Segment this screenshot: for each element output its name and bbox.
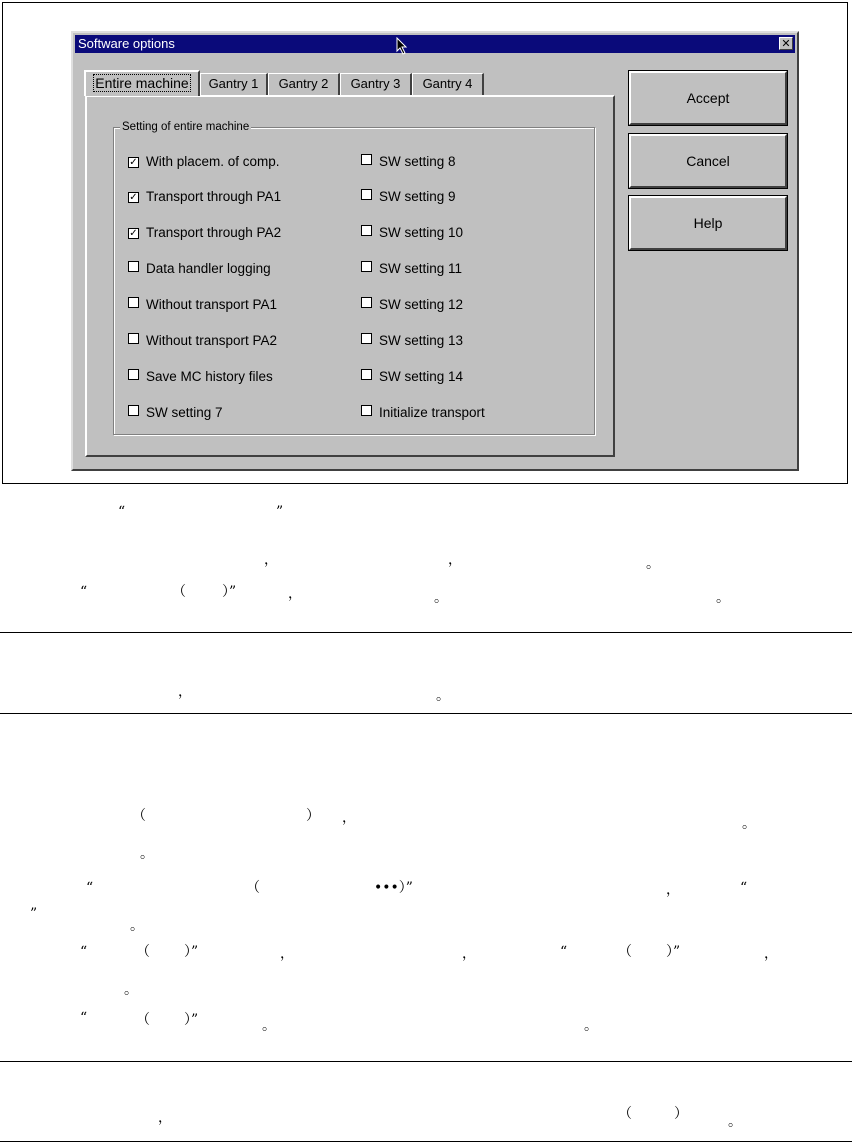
rule-line	[0, 1141, 852, 1142]
close-paren-quote: ）”	[222, 584, 237, 600]
option-data-handler-logging[interactable]	[128, 261, 271, 277]
period: 。	[584, 1018, 598, 1034]
option-label: SW setting 13	[379, 333, 464, 348]
tab-entire-machine[interactable]	[84, 70, 200, 96]
accept-button[interactable]: Accept	[629, 71, 787, 125]
open-paren: （	[136, 944, 150, 960]
comma: ，	[764, 946, 778, 962]
tab-gantry-4[interactable]	[412, 73, 484, 95]
option-transport-pa1[interactable]	[128, 189, 281, 205]
checkbox-icon[interactable]	[361, 333, 372, 344]
close-quote: ”	[30, 906, 38, 922]
open-paren: （	[132, 808, 146, 824]
option-sw-setting-14[interactable]	[361, 369, 463, 385]
title-bar	[75, 35, 795, 53]
checkbox-icon[interactable]	[128, 297, 139, 308]
period: 。	[436, 688, 450, 704]
checkbox-icon[interactable]	[128, 261, 139, 272]
comma: ，	[264, 552, 278, 568]
close-quote: ”	[276, 504, 284, 520]
open-paren: （	[172, 584, 186, 600]
period: 。	[130, 918, 144, 934]
checkbox-icon[interactable]	[128, 333, 139, 344]
option-label: SW setting 10	[379, 225, 464, 240]
comma: ，	[342, 810, 356, 826]
close-paren-quote: ）”	[666, 944, 681, 960]
checkbox-icon[interactable]: ✓	[129, 228, 138, 239]
period: 。	[262, 1018, 276, 1034]
rule-line	[0, 632, 852, 633]
option-without-transport-pa2[interactable]	[128, 333, 277, 349]
open-quote: “	[560, 944, 568, 960]
open-quote: “	[86, 880, 94, 896]
option-sw-setting-13[interactable]	[361, 333, 463, 349]
close-button[interactable]	[779, 37, 793, 50]
option-transport-pa2[interactable]	[128, 225, 281, 241]
checkbox-icon[interactable]	[361, 189, 372, 200]
checkbox-icon[interactable]	[361, 225, 372, 236]
tab-label: Gantry 3	[350, 76, 401, 91]
tab-label: Gantry 4	[422, 76, 473, 91]
period: 。	[716, 590, 730, 606]
close-icon: ✕	[781, 38, 791, 50]
option-label: Transport through PA1	[146, 189, 282, 204]
open-quote: “	[80, 1010, 88, 1026]
close-paren-quote: ）”	[184, 944, 199, 960]
option-sw-setting-10[interactable]	[361, 225, 463, 241]
open-quote: “	[80, 944, 88, 960]
period: 。	[140, 846, 154, 862]
period: 。	[646, 556, 660, 572]
open-paren: （	[618, 944, 632, 960]
option-label: SW setting 11	[379, 261, 463, 276]
option-initialize-transport[interactable]	[361, 405, 485, 421]
checkbox-icon[interactable]	[361, 261, 372, 272]
checkbox-icon[interactable]	[361, 297, 372, 308]
comma: ，	[288, 586, 302, 602]
option-label: With placem. of comp.	[146, 154, 280, 169]
open-paren: （	[136, 1012, 150, 1028]
option-with-placement[interactable]	[128, 154, 280, 170]
period: 。	[728, 1114, 742, 1130]
settings-groupbox	[113, 121, 595, 435]
checkbox-icon[interactable]: ✓	[129, 192, 138, 203]
checkbox-icon[interactable]	[361, 405, 372, 416]
close-paren: ）	[306, 808, 320, 824]
tab-gantry-3[interactable]	[340, 73, 412, 95]
ellipsis-paren-quote: •••）”	[374, 880, 413, 896]
checkbox-icon[interactable]	[128, 405, 139, 416]
option-label: SW setting 9	[379, 189, 456, 204]
figure-frame	[2, 2, 848, 484]
rule-line	[0, 1061, 852, 1062]
open-paren: （	[618, 1106, 632, 1122]
tab-label: Gantry 2	[278, 76, 329, 91]
option-sw-setting-9[interactable]	[361, 189, 456, 205]
rule-line	[0, 713, 852, 714]
tab-label: Entire machine	[95, 75, 189, 91]
period: 。	[124, 982, 138, 998]
tab-gantry-1[interactable]	[200, 73, 268, 95]
open-quote: “	[740, 880, 748, 896]
option-sw-setting-7[interactable]	[128, 405, 223, 421]
option-without-transport-pa1[interactable]	[128, 297, 277, 313]
option-label: SW setting 14	[379, 369, 464, 384]
option-label: Without transport PA2	[146, 333, 278, 348]
option-save-mc-history[interactable]	[128, 369, 273, 385]
close-paren-quote: ）”	[184, 1012, 199, 1028]
tab-gantry-2[interactable]	[268, 73, 340, 95]
close-paren: ）	[674, 1106, 688, 1122]
comma: ，	[178, 684, 192, 700]
checkbox-icon[interactable]	[128, 369, 139, 380]
option-label: Without transport PA1	[146, 297, 278, 312]
open-paren: （	[246, 880, 260, 896]
checkbox-icon[interactable]: ✓	[129, 157, 138, 168]
comma: ，	[158, 1110, 172, 1126]
mouse-cursor-icon	[396, 37, 408, 55]
tab-panel-entire-machine	[85, 95, 615, 457]
period: 。	[434, 590, 448, 606]
option-sw-setting-11[interactable]	[361, 261, 462, 277]
checkbox-icon[interactable]	[361, 154, 372, 165]
option-label: SW setting 12	[379, 297, 464, 312]
option-label: SW setting 8	[379, 154, 456, 169]
option-label: Save MC history files	[146, 369, 273, 384]
open-quote: “	[80, 584, 88, 600]
open-quote: “	[118, 504, 126, 520]
comma: ，	[448, 552, 462, 568]
help-button[interactable]: Help	[629, 196, 787, 250]
option-label: Initialize transport	[379, 405, 485, 420]
option-sw-setting-12[interactable]	[361, 297, 463, 313]
comma: ，	[666, 882, 680, 898]
dialog-title: Software options	[78, 36, 175, 51]
option-sw-setting-8[interactable]	[361, 154, 456, 170]
option-label: Transport through PA2	[146, 225, 282, 240]
group-label: Setting of entire machine	[122, 121, 250, 133]
comma: ，	[462, 946, 476, 962]
cancel-button[interactable]: Cancel	[629, 134, 787, 188]
software-options-dialog	[71, 31, 799, 471]
tab-label: Gantry 1	[208, 76, 259, 91]
period: 。	[742, 816, 756, 832]
option-label: SW setting 7	[146, 405, 223, 420]
checkbox-icon[interactable]	[361, 369, 372, 380]
comma: ，	[280, 946, 294, 962]
option-label: Data handler logging	[146, 261, 271, 276]
